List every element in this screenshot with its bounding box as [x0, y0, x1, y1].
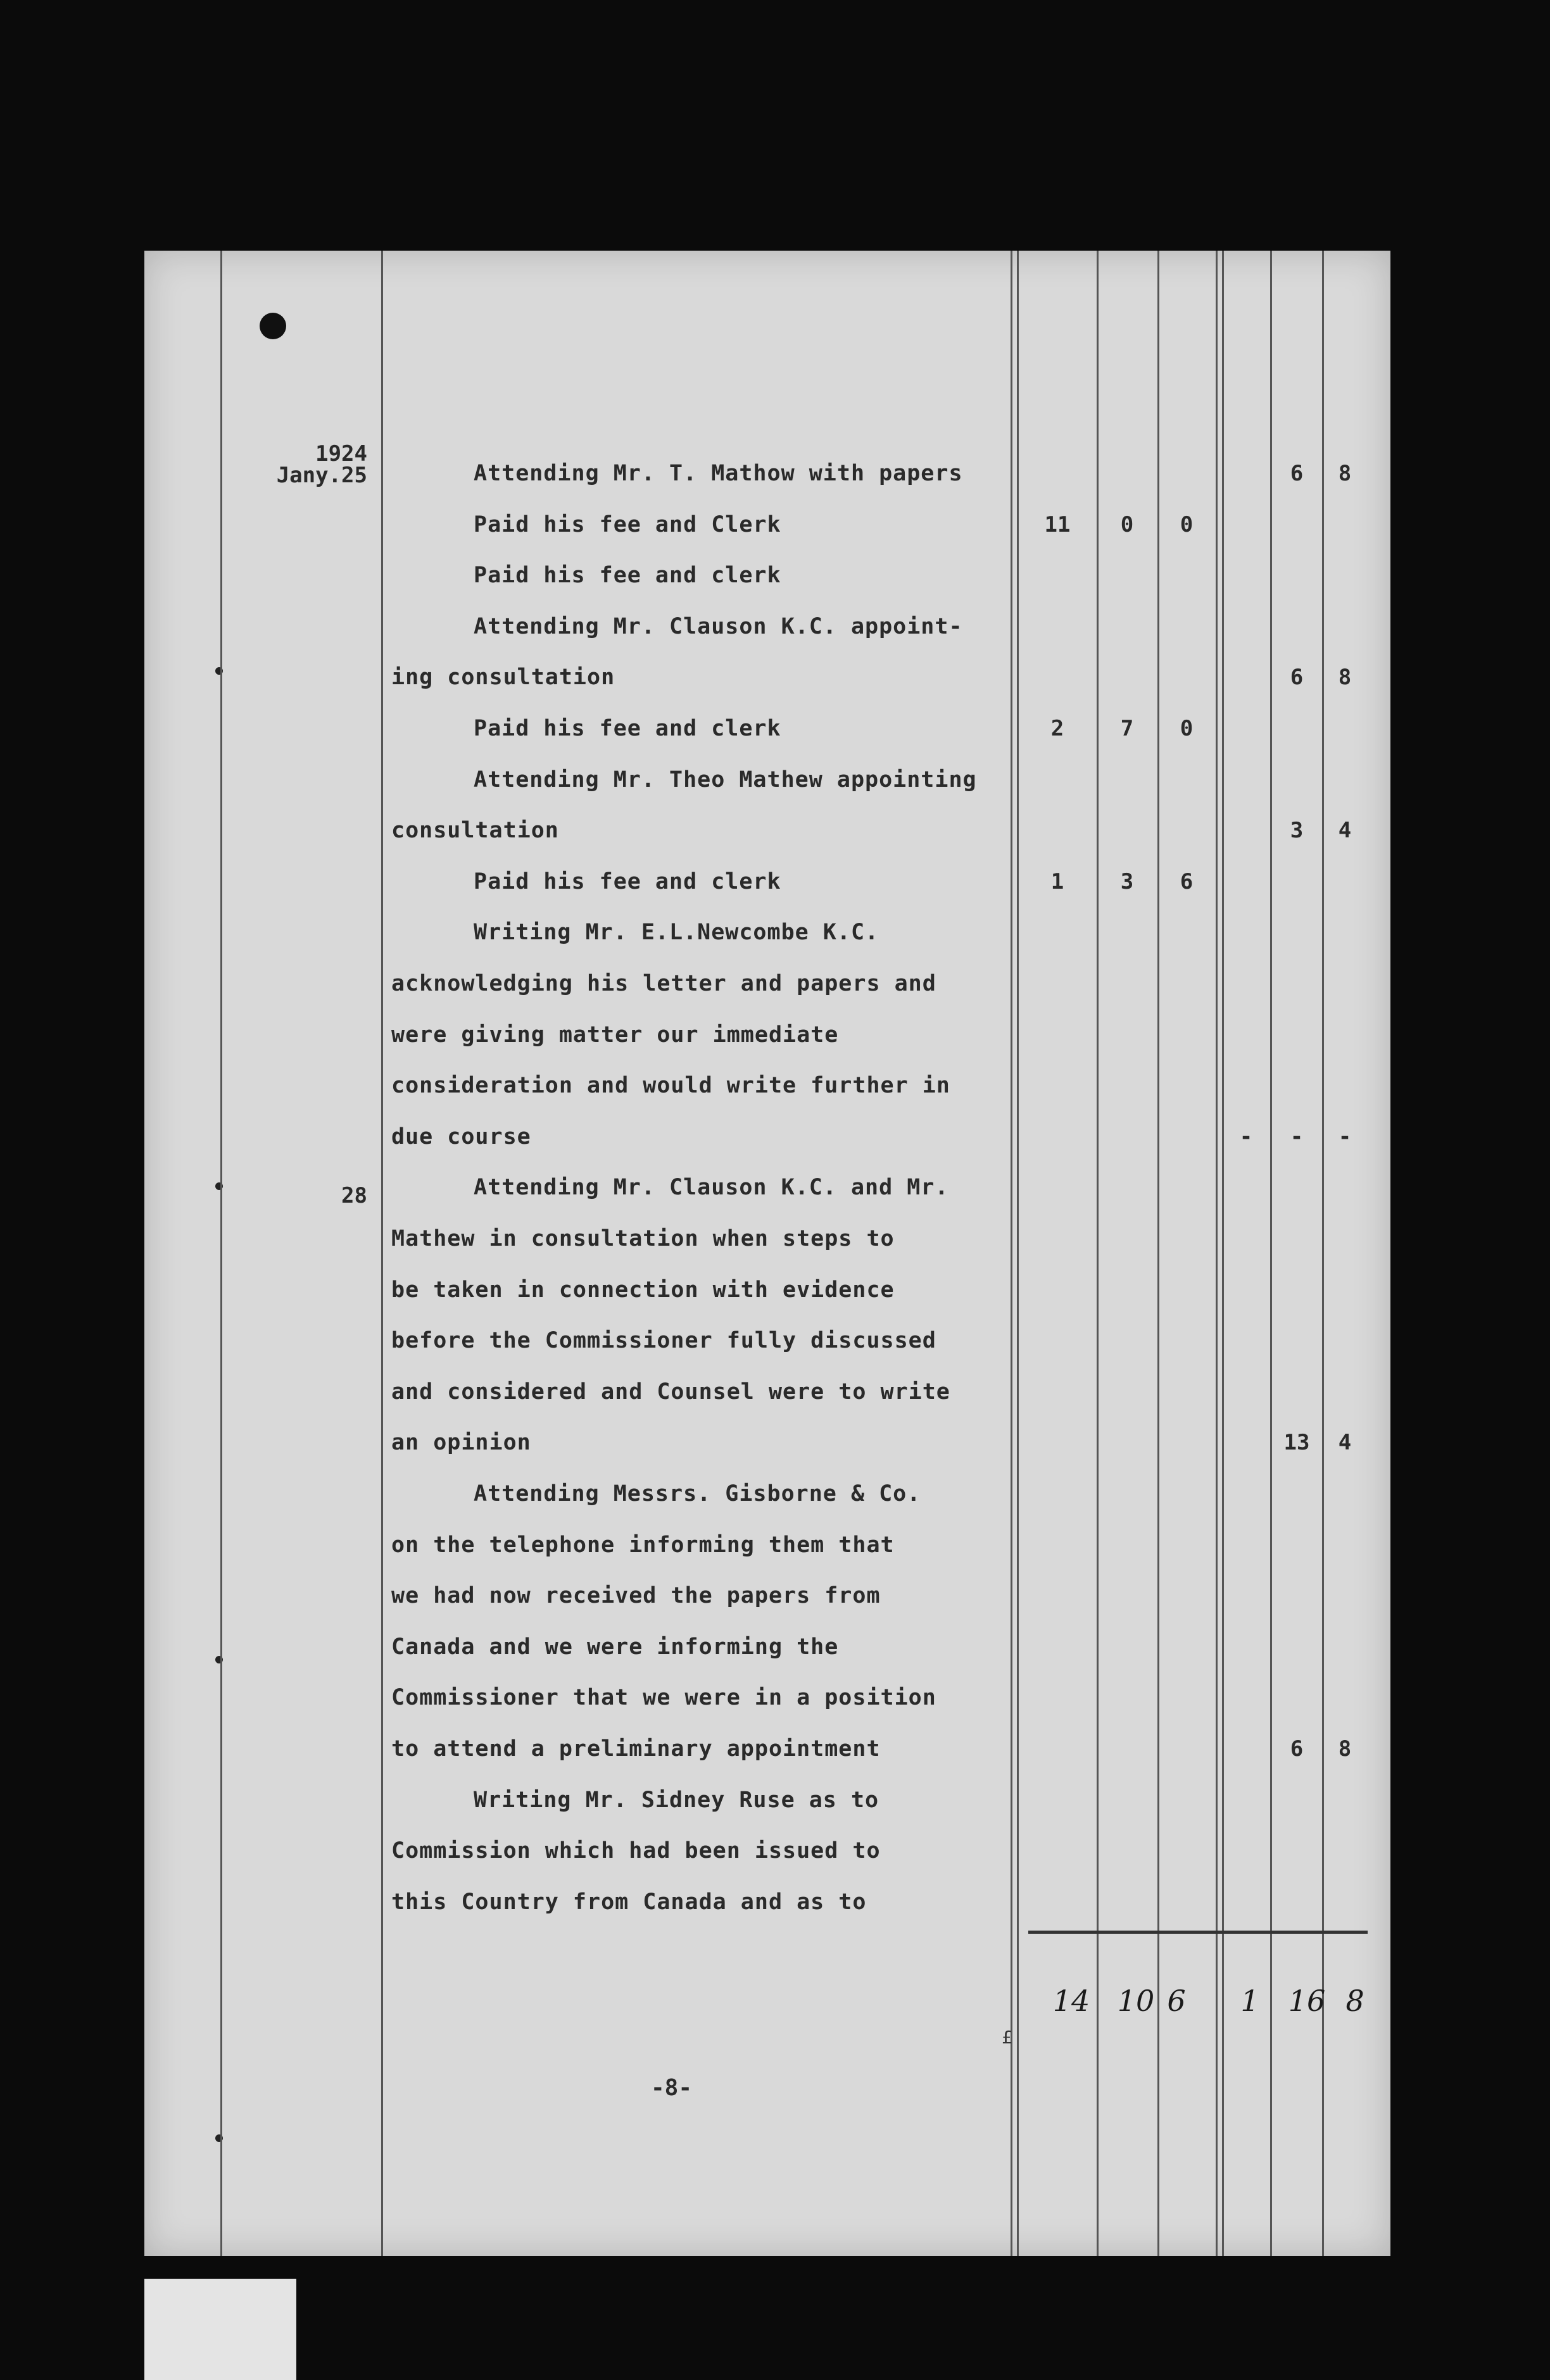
amount-c5: 6 [1290, 665, 1304, 691]
amount-c6: 4 [1338, 818, 1352, 844]
entry-text: Attending Mr. Clauson K.C. appoint- [474, 613, 963, 639]
pounds-column-rule [1097, 251, 1099, 2256]
entry-text: and considered and Counsel were to write [391, 1379, 950, 1405]
shillings2-column-rule [1322, 251, 1324, 2256]
entry-text: Attending Mr. Theo Mathew appointing [474, 767, 977, 792]
text-column-rule-double [1017, 251, 1019, 2256]
entry-text: Paid his fee and clerk [474, 716, 781, 741]
amount-c5: 6 [1290, 461, 1304, 486]
amount-c1: 1 [1050, 868, 1064, 894]
total-rule [1028, 1931, 1368, 1934]
amount-c6: 8 [1338, 1736, 1352, 1762]
margin-mark: £ [1002, 2027, 1012, 2048]
entry-text: to attend a preliminary appointment [391, 1736, 881, 1762]
date-year: 1924 [315, 441, 367, 467]
total-value: 8 [1345, 1984, 1364, 2018]
amount-c5: 6 [1290, 1736, 1304, 1762]
date-month-day: Jany.25 [276, 463, 367, 488]
amount-c6: - [1338, 1124, 1352, 1149]
entry-text: due course [391, 1124, 531, 1149]
amount-c6: 4 [1338, 1430, 1352, 1456]
amount-c6: 8 [1338, 665, 1352, 691]
entry-text: Writing Mr. Sidney Ruse as to [474, 1787, 879, 1813]
amount-c3: 0 [1180, 511, 1194, 537]
amount-c6: 8 [1338, 461, 1352, 486]
entry-text: ing consultation [391, 665, 615, 691]
amount-c1: 2 [1050, 716, 1064, 741]
amount-c3: 0 [1180, 716, 1194, 741]
entry-text: Commission which had been issued to [391, 1838, 881, 1864]
entry-text: Mathew in consultation when steps to [391, 1226, 895, 1251]
entry-text: Paid his fee and Clerk [474, 511, 781, 537]
entry-text: Attending Mr. Clauson K.C. and Mr. [474, 1175, 949, 1201]
amount-c4: - [1239, 1124, 1253, 1149]
entry-text: on the telephone informing them that [391, 1532, 895, 1558]
date-second-day: 28 [341, 1183, 367, 1208]
date-column-rule [381, 251, 383, 2256]
amount-c5: - [1290, 1124, 1304, 1149]
amount-c2: 0 [1120, 511, 1134, 537]
entry-text: we had now received the papers from [391, 1583, 881, 1609]
pence-column-rule [1216, 251, 1218, 2256]
entry-text: consideration and would write further in [391, 1073, 950, 1099]
entry-text: before the Commissioner fully discussed [391, 1328, 936, 1354]
entry-text: be taken in connection with evidence [391, 1277, 895, 1303]
ledger-page [144, 251, 1390, 2256]
total-value: 10 [1117, 1984, 1155, 2018]
entry-text: Commissioner that we were in a position [391, 1685, 936, 1711]
entry-text: Attending Mr. T. Mathow with papers [474, 461, 963, 486]
amount-c5: 13 [1283, 1430, 1310, 1456]
entry-text: Canada and we were informing the [391, 1634, 839, 1660]
shillings-column-rule [1157, 251, 1159, 2256]
amount-c2: 7 [1120, 716, 1134, 741]
amount-c3: 6 [1180, 868, 1194, 894]
entry-text: Attending Messrs. Gisborne & Co. [474, 1481, 921, 1506]
margin-rule [220, 251, 222, 2256]
page-number: -8- [651, 2075, 693, 2101]
total-value: 14 [1052, 1984, 1090, 2018]
pounds2-column-rule [1270, 251, 1272, 2256]
amount-c1: 11 [1044, 511, 1071, 537]
entry-text: consultation [391, 818, 559, 844]
entry-text: Paid his fee and clerk [474, 563, 781, 589]
pence-column-rule-double [1222, 251, 1224, 2256]
entry-text: were giving matter our immediate [391, 1022, 839, 1048]
text-column-rule [1011, 251, 1012, 2256]
total-value: 16 [1288, 1984, 1326, 2018]
entry-text: this Country from Canada and as to [391, 1889, 867, 1915]
scan-background-tab [144, 2279, 296, 2380]
entry-text: an opinion [391, 1430, 531, 1456]
total-value: 1 [1240, 1984, 1259, 2018]
amount-c5: 3 [1290, 818, 1304, 844]
total-value: 6 [1167, 1984, 1186, 2018]
entry-text: Writing Mr. E.L.Newcombe K.C. [474, 920, 879, 946]
entry-text: acknowledging his letter and papers and [391, 971, 936, 996]
punch-hole [260, 313, 286, 339]
entry-text: Paid his fee and clerk [474, 868, 781, 894]
amount-c2: 3 [1120, 868, 1134, 894]
